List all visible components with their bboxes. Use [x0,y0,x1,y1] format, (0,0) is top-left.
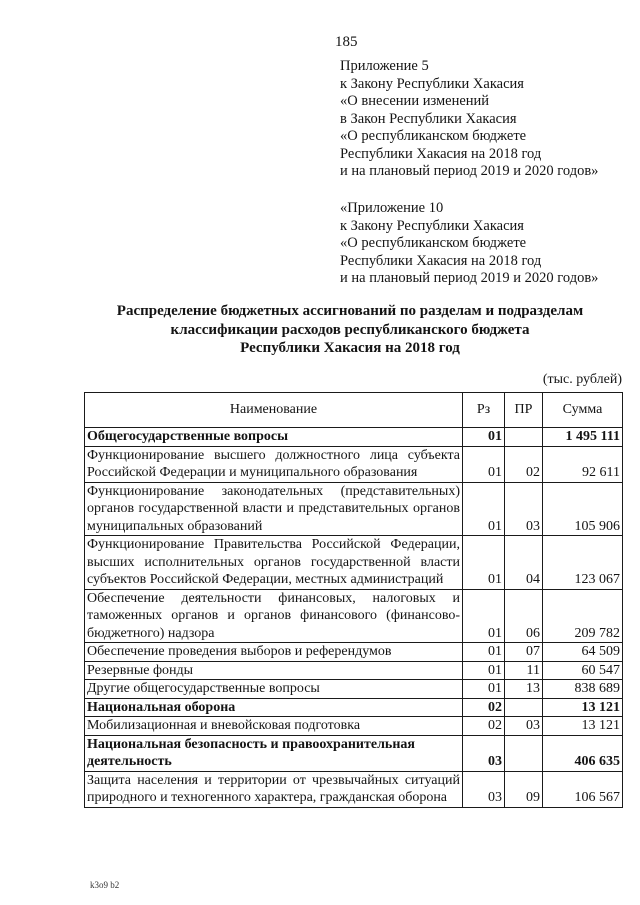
row-rz-cell: 01 [463,680,505,699]
annex-5-line: к Закону Республики Хакасия [340,75,524,92]
row-name-cell: Функционирование Правительства Российской Федерации, высших исполнительных органов государственной власти субъектов Российской Федерации, местных администраций [85,536,463,590]
row-name-cell: Мобилизационная и вневойсковая подготовка [85,717,463,736]
row-amount-cell: 92 611 [543,446,623,482]
footer-code: k3o9 b2 [90,880,120,890]
row-name-cell: Резервные фонды [85,661,463,680]
table-row [85,717,623,736]
row-name-cell: Функционирование законодательных (представительных) органов государственной власти и представительных органов муниципальных образований [85,482,463,536]
row-rz-cell: 02 [463,717,505,736]
row-pr-cell: 03 [505,482,543,536]
table-row [85,771,623,807]
row-amount-cell: 838 689 [543,680,623,699]
row-amount-cell: 105 906 [543,482,623,536]
annex-5-line: «О республиканском бюджете [340,128,527,144]
table-row [85,735,623,771]
table-row [85,661,623,680]
row-rz-cell: 01 [463,661,505,680]
row-rz-cell: 02 [463,698,505,717]
row-pr-cell: 02 [505,446,543,482]
units-label: (тыс. рублей) [542,372,622,387]
row-name-cell: Другие общегосударственные вопросы [85,680,463,699]
table-row [85,643,623,662]
annex-10-line: «Приложение 10 [340,200,444,216]
row-amount-cell: 13 121 [543,717,623,736]
row-amount-cell: 64 509 [543,643,623,662]
row-rz-cell: 01 [463,536,505,590]
table-row [85,680,623,699]
row-amount-cell: 123 067 [543,536,623,590]
row-name-cell: Обеспечение деятельности финансовых, налоговых и таможенных органов и органов финансового (финансово-бюджетного) надзора [85,589,463,643]
row-pr-cell [505,428,543,447]
annex-5-line: Республики Хакасия на 2018 год [340,145,542,162]
row-pr-cell [505,735,543,771]
document-title [60,302,640,358]
title-line: классификации расходов республиканского бюджета [170,321,530,338]
title-line: Республики Хакасия на 2018 год [240,340,460,356]
annex-5-line: и на плановый период 2019 и 2020 годов» [340,163,599,179]
row-rz-cell: 01 [463,428,505,447]
row-rz-cell: 01 [463,446,505,482]
row-name-cell: Общегосударственные вопросы [85,428,463,447]
annex-header-10 [340,200,598,288]
annex-10-line: «О республиканском бюджете [340,235,527,251]
row-rz-cell: 01 [463,643,505,662]
row-pr-cell: 07 [505,643,543,662]
row-pr-cell: 11 [505,661,543,680]
row-rz-cell: 03 [463,771,505,807]
table-row [85,589,623,643]
row-pr-cell: 06 [505,589,543,643]
header-pr: ПР [505,393,543,428]
row-amount-cell: 60 547 [543,661,623,680]
annex-10-line: и на плановый период 2019 и 2020 годов» [340,270,599,286]
row-amount-cell: 209 782 [543,589,623,643]
budget-allocation-table [84,392,623,808]
page-number: 185 [335,34,358,50]
row-rz-cell: 03 [463,735,505,771]
table-row [85,698,623,717]
annex-header-5 [340,58,598,181]
table-row [85,428,623,447]
row-pr-cell: 03 [505,717,543,736]
row-name-cell: Функционирование высшего должностного лица субъекта Российской Федерации и муниципального образования [85,446,463,482]
annex-10-line: к Закону Республики Хакасия [340,217,524,234]
table-row [85,482,623,536]
annex-5-line: Приложение 5 [340,58,429,74]
row-rz-cell: 01 [463,482,505,536]
row-amount-cell: 406 635 [543,735,623,771]
row-pr-cell: 04 [505,536,543,590]
annex-5-line: в Закон Республики Хакасия [340,110,517,127]
row-amount-cell: 1 495 111 [543,428,623,447]
row-name-cell: Защита населения и территории от чрезвычайных ситуаций природного и техногенного характера, гражданская оборона [85,771,463,807]
row-pr-cell: 09 [505,771,543,807]
table-row [85,536,623,590]
row-name-cell: Национальная оборона [85,698,463,717]
annex-5-line: «О внесении изменений [340,93,490,109]
header-amount: Сумма [543,393,623,428]
row-rz-cell: 01 [463,589,505,643]
header-name: Наименование [85,393,463,428]
row-name-cell: Обеспечение проведения выборов и референдумов [85,643,463,662]
row-amount-cell: 13 121 [543,698,623,717]
annex-10-line: Республики Хакасия на 2018 год [340,252,542,269]
row-amount-cell: 106 567 [543,771,623,807]
row-pr-cell [505,698,543,717]
row-name-cell: Национальная безопасность и правоохранительная деятельность [85,735,463,771]
table-header-row [85,393,623,428]
row-pr-cell: 13 [505,680,543,699]
table-row [85,446,623,482]
header-rz: Рз [463,393,505,428]
title-line: Распределение бюджетных ассигнований по разделам и подразделам [116,303,584,319]
